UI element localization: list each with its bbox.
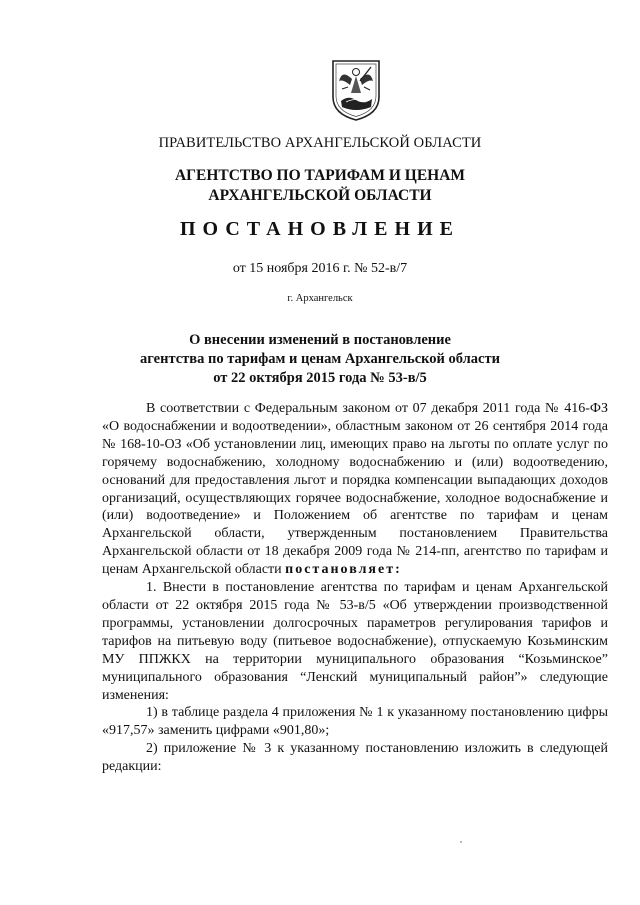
decree-date-number: от 15 ноября 2016 г. № 52-в/7: [232, 261, 408, 276]
scan-speck: [460, 841, 462, 843]
resolves-keyword: постановляет:: [285, 562, 402, 578]
agency-title-line2: АРХАНГЕЛЬСКОЙ ОБЛАСТИ: [208, 187, 432, 204]
preamble-text: В соответствии с Федеральным законом от 07 декабря 2011 года № 416-ФЗ «О водоснабжении и водоотведении», областным законом от 26 сентября 2014 года № 168-10-ОЗ «Об установлении лиц, имеющих право на льготы по оплате услуг по горячему водоснабжению, холодному водоснабжению и (или) водоотведению, оснований для предоставления льгот и порядка компенсации выпадающих доходов организаций, осуществляющих горячее водоснабжение, холодное водоснабжение и (или) водоотведение» и Положением об агентстве по тарифам и ценам Архангельской области, утвержденным постановлением Правительства Архангельской области от 18 декабря 2009 года № 214-пп, агентство по тарифам и ценам Архангельской области: [102, 401, 608, 578]
agency-title: [0, 166, 640, 206]
body-paragraph-subitem-1: 1) в таблице раздела 4 приложения № 1 к указанному постановлению цифры «917,57» заменить цифрами «901,80»;: [102, 705, 608, 739]
government-title: ПРАВИТЕЛЬСТВО АРХАНГЕЛЬСКОЙ ОБЛАСТИ: [158, 135, 482, 151]
city-label: г. Архангельск: [287, 293, 353, 304]
subject-line1: О внесении изменений в постановление: [189, 332, 451, 348]
coat-of-arms-emblem: [330, 59, 382, 121]
subject-line2: агентства по тарифам и ценам Архангельской области: [140, 351, 500, 367]
body-paragraph-subitem-2: 2) приложение № 3 к указанному постановлению изложить в следующей редакции:: [102, 741, 608, 775]
body-paragraph-item-1: 1. Внести в постановление агентства по тарифам и ценам Архангельской области от 22 октября 2015 года № 53-в/5 «Об утверждении производственной программы, установлении долгосрочных параметров регулирования тарифов и тарифов на питьевую воду (питьевое водоснабжение), отпускаемую Козьминским МУ ППЖКХ на территории муниципального образования “Козьминское” муниципального образования “Ленский муниципальный район”» следующие изменения:: [102, 580, 608, 703]
decree-subject: [0, 331, 640, 388]
decree-body: [102, 400, 608, 776]
subject-line3: от 22 октября 2015 года № 53-в/5: [213, 370, 427, 386]
agency-title-line1: АГЕНТСТВО ПО ТАРИФАМ И ЦЕНАМ: [174, 167, 466, 184]
body-paragraph-preamble: [102, 400, 608, 579]
document-type-heading: ПОСТАНОВЛЕНИЕ: [180, 218, 460, 240]
